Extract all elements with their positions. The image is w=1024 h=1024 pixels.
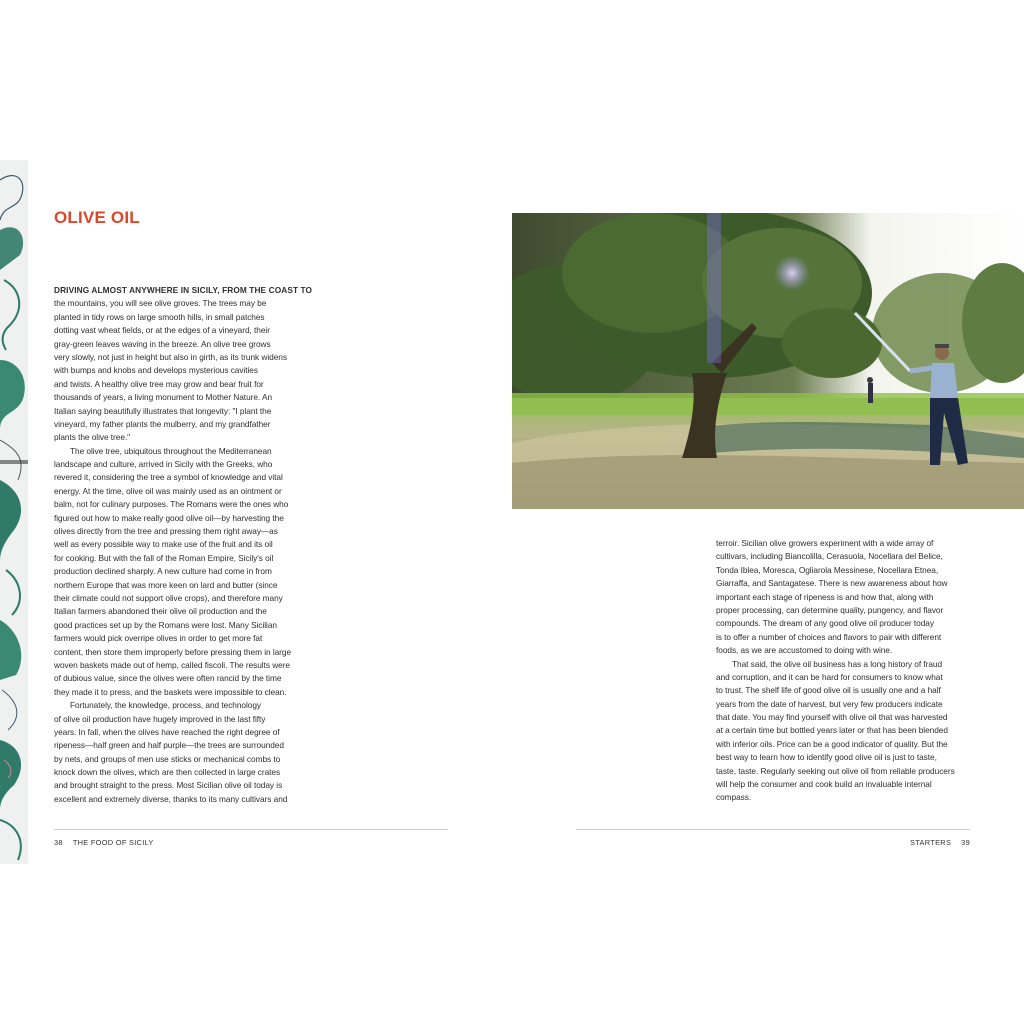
lead-in-text: DRIVING ALMOST ANYWHERE IN SICILY, FROM THE COAST TO: [54, 285, 313, 295]
text-line: excellent and extremely diverse, thanks to its many cultivars and: [54, 793, 288, 804]
text-line: good practices set up by the Romans were lost. Many Sicilian: [54, 619, 277, 630]
text-line: content, then store them improperly before pressing them in large: [54, 646, 292, 657]
text-line: their climate could not support olive crops), and therefore many: [54, 592, 283, 603]
text-line: gray-green leaves waving in the breeze. An olive tree grows: [54, 338, 271, 349]
text-line: woven baskets made out of hemp, called fiscoli. The results were: [54, 659, 290, 670]
tile-pattern-image: [0, 160, 28, 864]
footer-rule-right: [576, 829, 970, 830]
text-line: for cooking. But with the fall of the Roman Empire, Sicily's oil: [54, 552, 274, 563]
page-number-left: 38: [54, 838, 63, 847]
page-number-right: 39: [961, 838, 970, 847]
text-line: very slowly, not just in height but also in girth, as its trunk widens: [54, 351, 287, 362]
footer-right: [910, 838, 970, 847]
text-line: compass.: [716, 792, 752, 803]
text-line: years. In fall, when the olives have reached the right degree of: [54, 726, 280, 737]
text-line: northern Europe that was more keen on lard and butter (since: [54, 579, 278, 590]
text-line: foods, as we are accustomed to doing with wine.: [716, 645, 893, 656]
book-title: THE FOOD OF SICILY: [72, 838, 154, 847]
section-title: STARTERS: [910, 838, 952, 847]
left-body-text: [54, 284, 314, 806]
text-line: at a certain time but bottled years later or that has been blended: [716, 725, 948, 736]
text-line: of olive oil production have hugely improved in the last fifty: [54, 713, 266, 724]
text-line: farmers would pick overripe olives in order to get more fat: [54, 633, 263, 644]
olive-grove-photo: [512, 213, 1024, 509]
text-line: production declined sharply. A new culture had come in from: [54, 566, 272, 577]
text-line: energy. At the time, olive oil was mainly used as an ointment or: [54, 485, 282, 496]
text-line: taste, taste. Regularly seeking out olive oil from reliable producers: [716, 765, 955, 776]
text-line: dotting vast wheat fields, or at the edges of a vineyard, their: [54, 325, 270, 336]
text-line: Italian farmers abandoned their olive oil production and the: [54, 606, 267, 617]
text-line: that date. You may find yourself with olive oil that was harvested: [716, 712, 948, 723]
footer-rule-left: [54, 829, 448, 830]
text-line: important each stage of ripeness is and how that, along with: [716, 591, 934, 602]
olive-harvest-image: [512, 213, 1024, 509]
text-line: compounds. The dream of any good olive oil producer today: [716, 618, 934, 629]
text-line: well as every possible way to make use of the fruit and its oil: [54, 539, 273, 550]
text-line: best way to learn how to identify good olive oil is just to taste,: [716, 752, 937, 763]
right-body-text: [716, 537, 976, 805]
text-line: knock down the olives, which are then collected in large crates: [54, 767, 281, 778]
text-line: revered it, considering the tree a symbol of knowledge and vital: [54, 472, 283, 483]
text-line: plants the olive tree.": [54, 432, 131, 443]
text-line: olives directly from the tree and pressing them right away—as: [54, 526, 278, 537]
section-heading: OLIVE OIL: [54, 208, 140, 227]
text-line: with bumps and knobs and develops mysterious cavities: [54, 365, 258, 376]
text-line: figured out how to make really good olive oil—by harvesting the: [54, 512, 284, 523]
text-line: of dubious value, since the olives were often rancid by the time: [54, 673, 282, 684]
text-line: planted in tidy rows on large smooth hills, in small patches: [54, 311, 265, 322]
text-line: balm, not for culinary purposes. The Romans were the ones who: [54, 499, 289, 510]
text-line: landscape and culture, arrived in Sicily with the Greeks, who: [54, 459, 273, 470]
text-line: Giarraffa, and Santagatese. There is new awareness about how: [716, 578, 948, 589]
text-line: and corruption, and it can be hard for consumers to know what: [716, 671, 943, 682]
text-line: to trust. The shelf life of good olive oil is usually one and a half: [716, 685, 941, 696]
text-line: by nets, and groups of men use sticks or mechanical combs to: [54, 753, 281, 764]
text-line: Italian saying beautifully illustrates that longevity: "I plant the: [54, 405, 272, 416]
text-line: That said, the olive oil business has a long history of fraud: [732, 658, 943, 669]
text-line: The olive tree, ubiquitous throughout the Mediterranean: [70, 445, 272, 456]
text-line: vineyard, my father plants the mulberry, and my grandfather: [54, 418, 271, 429]
text-line: and twists. A healthy olive tree may grow and bear fruit for: [54, 378, 264, 389]
text-line: ripeness—half green and half purple—the trees are surrounded: [54, 740, 284, 751]
text-line: Fortunately, the knowledge, process, and technology: [70, 700, 262, 711]
text-line: cultivars, including Biancolilla, Cerasuola, Nocellara del Belice,: [716, 551, 943, 562]
text-line: is to offer a number of choices and flavors to pair with different: [716, 631, 942, 642]
text-line: they made it to press, and the baskets were impossible to clean.: [54, 686, 287, 697]
footer-left: [54, 838, 154, 847]
text-line: and brought straight to the press. Most Sicilian olive oil today is: [54, 780, 283, 791]
text-line: proper processing, can determine quality, pungency, and flavor: [716, 604, 944, 615]
text-line: will help the consumer and cook build an invaluable internal: [716, 779, 932, 790]
text-line: the mountains, you will see olive groves. The trees may be: [54, 298, 267, 309]
text-line: with inferior oils. Price can be a good indicator of quality. But the: [716, 738, 948, 749]
decorative-tile-strip: [0, 160, 28, 864]
text-line: Tonda Iblea, Moresca, Ogliarola Messinese, Nocellara Etnea,: [716, 564, 939, 575]
text-line: years from the date of harvest, but very few producers indicate: [716, 698, 943, 709]
text-line: terroir. Sicilian olive growers experiment with a wide array of: [716, 538, 934, 548]
text-line: thousands of years, a living monument to Mother Nature. An: [54, 392, 273, 403]
